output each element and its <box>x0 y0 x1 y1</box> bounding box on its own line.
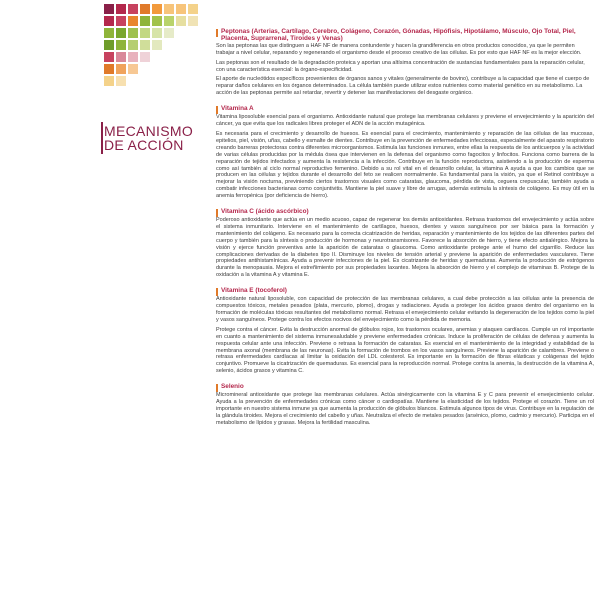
mosaic-tile <box>116 76 126 86</box>
section-paragraph: Protege contra el cáncer. Evita la destrucción anormal de glóbulos rojos, los trastornos oculares, anemias y ataques cardíacos. Cumple un rol importante en cuanto a mantenimiento del sistema inmunesaludable y previene enfermedades crónicas. Induce la proliferación de células de defensa y aumenta la respuesta celular ante una infección. Previene o retrasa la formación de cataratas. Es esencial en el mantenimiento de la integridad y estabilidad de la membrana axonal (membrana de las neuronas). Evita la formación de trombos en los vasos sanguíneos. Previene la aparición de calambres. Previene o retrasa enfermedades cardíacas al limitar la oxidación del LDL colesterol. Es importante en la formación de fibras elásticas y colágenas del tejido conjuntivo. Promueve la cicatrización de quemaduras. Es esencial para la reproducción normal. Protege contra la anemia, la destrucción de la vitamina A, selenio, ácidos grasos y vitamina C. <box>216 326 594 375</box>
bullet-marker <box>216 209 218 217</box>
mosaic-tile <box>140 16 150 26</box>
mosaic-tile <box>128 40 138 50</box>
nutrient-section <box>216 287 594 375</box>
mosaic-tile <box>104 16 114 26</box>
section-paragraph: Antioxidante natural liposoluble, con capacidad de protección de las membranas celulares, a cual debe protección a las células ante la presencia de compuestos tóxicos, metales pesados (plata, mercurio, plomo), drogas y radiaciones. Ayuda a proteger los ácidos grasos dentro del organismo en la formación de moléculas tóxicas resultantes del metabolismo normal. Retrasa el envejecimiento celular evitando la degeneración de los tejidos como la piel y vasos sanguíneos. Protege contra los efectos nocivos del envejecimiento como la pérdida de memoria. <box>216 296 594 323</box>
intro-title: Peptonas (Arterias, Cartílago, Cerebro, Colágeno, Corazón, Gónadas, Hipófisis, Hipotálamo, Músculo, Ojo Total, Piel, Placenta, Suprarrenal, Tiroides y Venas) <box>221 28 576 43</box>
mosaic-tile <box>140 52 150 62</box>
main-content <box>216 28 594 433</box>
section-title: Vitamina C (ácido ascórbico) <box>221 208 309 216</box>
mosaic-tile <box>116 16 126 26</box>
mosaic-tile <box>128 28 138 38</box>
bullet-marker <box>216 384 218 392</box>
mosaic-tile <box>176 4 186 14</box>
section-heading <box>104 124 194 152</box>
mosaic-tile <box>128 4 138 14</box>
sidebar-accent-bar <box>101 122 103 154</box>
bullet-marker <box>216 106 218 114</box>
mosaic-row <box>104 76 200 86</box>
mosaic-tile <box>176 16 186 26</box>
mosaic-tile <box>152 16 162 26</box>
nutrient-section <box>216 105 594 200</box>
mosaic-tile <box>104 52 114 62</box>
section-header <box>216 208 594 217</box>
section-title: Vitamina E (tocoferol) <box>221 287 287 295</box>
mosaic-tile <box>116 28 126 38</box>
section-paragraph: Micromineral antioxidante que protege las membranas celulares. Actúa sinérgicamente con la vitamina E y C para prevenir el envejecimiento celular. Ayuda a la prevención de enfermedades crónicas como cáncer o cardiopatías. Mantiene la elasticidad de los tejidos. Protege el corazón. Tiene un rol importante en nuestro sistema inmune ya que aumenta la producción de glóbulos blancos. Estimula algunos tipos de virus. Contribuye en la regulación de la glándula tiroides. Mejora el crecimiento del cabello y uñas. Neutraliza el efecto de metales pesados (arsénico, plomo, cadmio y mercurio). Participa en el metabolismo de lípidos y grasas. Mejora la fertilidad masculina. <box>216 392 594 426</box>
section-heading-line2: DE ACCIÓN <box>104 137 184 153</box>
mosaic-tile <box>116 64 126 74</box>
mosaic-tile <box>152 4 162 14</box>
mosaic-tile <box>116 52 126 62</box>
decorative-mosaic <box>104 4 200 88</box>
nutrient-sections <box>216 105 594 427</box>
mosaic-tile <box>152 28 162 38</box>
section-header <box>216 105 594 114</box>
mosaic-tile <box>140 28 150 38</box>
intro-paragraph: Son las peptonas las que distinguen a HAF NF de manera contundente y hacen la grandiferencia en otros productos conocidos, ya que le permiten trabajar a nivel celular, reparando y regenerando el organismo desde el proceso creativo de las células. Es por esto que HAF NF es la mejor elección. <box>216 42 582 56</box>
section-header <box>216 287 594 296</box>
mosaic-tile <box>164 28 174 38</box>
mosaic-row <box>104 52 200 62</box>
mosaic-tile <box>164 4 174 14</box>
intro-header <box>216 28 594 43</box>
mosaic-tile <box>188 4 198 14</box>
mosaic-row <box>104 64 200 74</box>
mosaic-tile <box>104 40 114 50</box>
mosaic-tile <box>104 76 114 86</box>
mosaic-tile <box>104 64 114 74</box>
intro-paragraph: El aporte de nucleótidos específicos provenientes de órganos sanos y vitales (generalmente de bovino), contribuye a la capacidad que tiene el cuerpo de reparar daños celulares en los órganos determinados. La célula también puede utilizar estos nutrientes como material genético en su metabolismo. La acción de las peptonas permite así retardar, revertir y detener las manifestaciones del desgaste orgánico. <box>216 76 590 97</box>
mosaic-row <box>104 4 200 14</box>
section-paragraph: Poderoso antioxidante que actúa en un medio acuoso, capaz de regenerar los demás antioxidantes. Retrasa trastornos del envejecimiento y actúa sobre el sistema inmunitario. Interviene en el mantenimiento de cartílagos, huesos, dientes y vasos sanguíneos por ser básica para la formación y mantenimiento del colágeno. Es necesario para la correcta cicatrización de heridas, reparación y mantenimiento de los tejidos de las diferentes partes del cuerpo y también para la síntesis o producción de hormonas y neurotransmisores. Favorece la absorción de hierro, y tiene efecto antialérgico. Mejora la visión y ejerce función preventiva ante la aparición de cataratas o glaucoma. Como antioxidante protege ante el humo del cigarrillo. Reduce las complicaciones derivadas de la diabetes tipo II. Disminuye los niveles de tensión arterial y previene la aparición de enfermedades vasculares. Tiene propiedades antihistamínicas. Ayuda a prevenir infecciones de la piel. Es cicatrizante de heridas y quemaduras. Aumenta la producción de estrógenos durante la menopausia. Mejora el estreñimiento por sus propiedades laxantes. Mejora la absorción de hierro y el complejo de vitaminas B. Protege de la oxidación a la vitamina A y vitamina E. <box>216 217 594 279</box>
mosaic-row <box>104 28 200 38</box>
mosaic-tile <box>116 40 126 50</box>
section-paragraph: Vitamina liposoluble esencial para el organismo. Antioxidante natural que protege las membranas celulares y previene el envejecimiento y la aparición del cáncer, ya que evita que los radicales libres proteger el ADN de la acción mutagénica. <box>216 114 594 128</box>
bullet-marker <box>216 288 218 296</box>
mosaic-tile <box>128 64 138 74</box>
mosaic-row <box>104 16 200 26</box>
nutrient-section <box>216 383 594 427</box>
mosaic-tile <box>104 28 114 38</box>
mosaic-tile <box>128 52 138 62</box>
section-heading-line1: MECANISMO <box>104 123 194 139</box>
section-title: Selenio <box>221 383 244 391</box>
intro-section <box>216 28 594 97</box>
mosaic-tile <box>104 4 114 14</box>
mosaic-tile <box>128 16 138 26</box>
mosaic-tile <box>188 16 198 26</box>
intro-paragraph: Las peptonas son el resultado de la degradación proteica y aportan una altísima concentración de sustancias fundamentales para la reparación celular, con una característica esencial: la órgano-especificidad. <box>216 59 585 73</box>
section-title: Vitamina A <box>221 105 254 113</box>
mosaic-row <box>104 40 200 50</box>
mosaic-tile <box>140 4 150 14</box>
mosaic-tile <box>116 4 126 14</box>
section-paragraph: Es necesaria para el crecimiento y desarrollo de huesos. Es esencial para el crecimiento, mantenimiento y reparación de las células de las mucosas, epitelios, piel, visión, uñas, cabello y esmalte de dientes. Contribuye en la prevención de enfermedades infecciosas, especialmente del aparato respiratorio creando barreras protectoras contra diferentes microorganismos. Estimula las funciones inmunes, entre ellas la respuesta de los anticuerpos y la actividad de varias células producidas por la médula ósea que intervienen en la defensa del organismo como fagocitos y linfocitos. Funciona como barrera de la reparación de tejidos infectados y aumenta la resistencia a la infección. Contribuye en la función reproductora, asistiendo a la producción de esperma como así también al ciclo normal reproductivo femenino. Debido a su rol vital en el desarrollo celular, la vitamina A ayuda a que los cambios que se producen en las células y tejidos durante el desarrollo del feto se realicen normalmente. Es fundamental para la visión, ya que el Retinol contribuye a mejorar la visión nocturna, previniendo ciertos trastornos visuales como cataratas, glaucoma, pérdida de vista, ceguera crepuscular, también ayuda a combatir infecciones bacterianas como conjuntivitis. Mantiene la piel suave y libre de arrugas, además estimula la síntesis de colágeno. Es muy útil en la anemia ferropénica (por deficiencia de hierro). <box>216 130 594 200</box>
bullet-marker <box>216 29 218 37</box>
mosaic-tile <box>152 40 162 50</box>
nutrient-section <box>216 208 594 279</box>
mosaic-tile <box>140 40 150 50</box>
section-header <box>216 383 594 392</box>
mosaic-tile <box>164 16 174 26</box>
